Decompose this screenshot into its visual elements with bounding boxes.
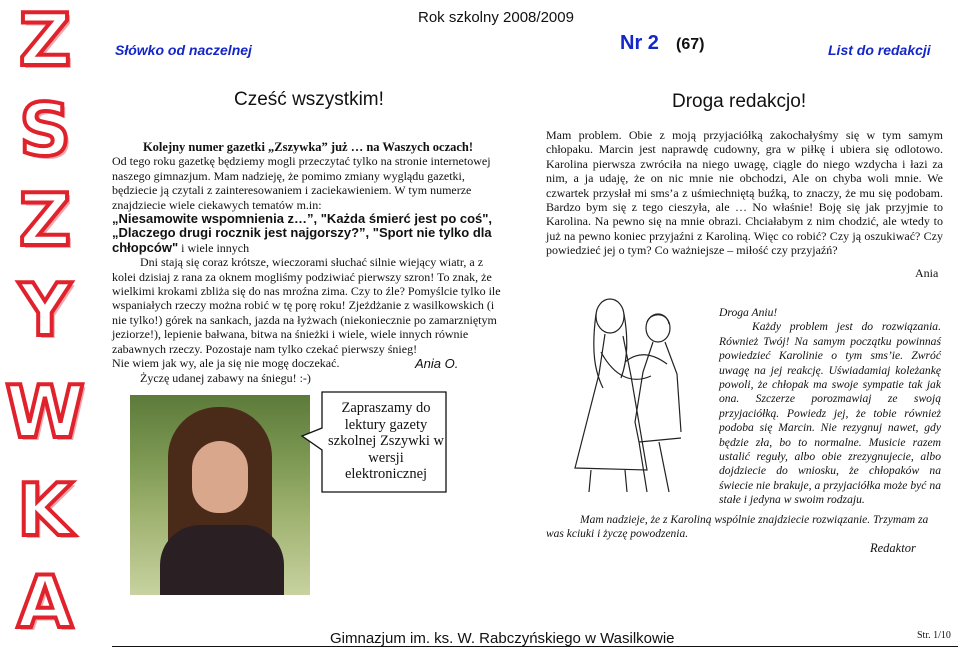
editorial-headline: Kolejny numer gazetki „Zszywka” już … na Waszych oczach!	[142, 140, 474, 154]
masthead-letter: Z	[18, 0, 72, 82]
issue-total-number: (67)	[676, 36, 705, 53]
editorial-title: Cześć wszystkim!	[234, 89, 384, 110]
masthead-letter: A	[17, 560, 73, 644]
page-number: Str. 1/10	[917, 630, 951, 641]
couple-drawing	[555, 292, 715, 500]
editorial-paragraph: Dni stają się coraz krótsze, wieczorami słuchać silnie wiejący wiatr, a z kolei dzisiaj z rana za oknem mogliśmy podziwiać pierwszy szron! To znak, że wielkimi krokami zbliża się do nas mroźna zima. Czy to źle? Pomyślcie tylko ile wspaniałych rzeczy można robić w tę porę roku! Zjeżdżanie z wasilkowskich (i nie tylko!) górek na sankach, jazda na łyżwach (niekoniecznie po zamarzniętym jeziorze!), lepienie bałwana, bitwa na śnieżki i wiele, wiele innych równie zabawnych rzeczy. Pozostaje nam tylko czekać pierwszy śnieg!	[112, 255, 501, 356]
feature-tail: i wiele innych	[181, 240, 250, 255]
reply-body	[719, 306, 941, 508]
issue-number: Nr 2	[620, 32, 659, 54]
editorial-wish: Życzę udanej zabawy na śniegu! :-)	[140, 370, 311, 385]
student-photo	[130, 395, 310, 595]
footer-school-name: Gimnazjum im. ks. W. Rabczyńskiego w Wasilkowie	[330, 630, 675, 647]
section-title-editorial: Słówko od naczelnej	[115, 42, 252, 58]
editorial-signature: Ania O.	[415, 356, 459, 371]
letter-signature: Ania	[915, 266, 939, 280]
editorial-paragraph: Od tego roku gazetkę będziemy mogli przeczytać tylko na stronie internetowej naszego gimnazjum. Mam nadzieję, że pomimo zmiany wyglądu gazetki, będziecie ją czytali z zainteresowaniem i zaciekawieniem. W tym numerze znajdziecie wiele ciekawych tematów m.in:	[112, 154, 491, 212]
masthead-letter: K	[17, 468, 73, 552]
speech-bubble-text: Zapraszamy do lektury gazety szkolnej Zszywki w wersji elektronicznej	[328, 400, 444, 482]
closing-text: Mam nadzieje, że z Karoliną wspólnie znajdziecie rozwiązanie. Trzymam za was kciuki i życzę powodzenia.	[546, 514, 929, 541]
editor-signature: Redaktor	[870, 541, 916, 555]
editorial-body	[112, 140, 504, 385]
masthead-letter: Z	[18, 178, 72, 262]
masthead-logo	[4, 0, 86, 651]
letter-title: Droga redakcjo!	[672, 91, 807, 112]
editorial-features	[112, 212, 504, 255]
feature-list: „Niesamowite wspomnienia z…”, "Każda śmierć jest po coś", „Dlaczego drugi rocznik jest najgorszy?”, "Sport nie tylko dla chłopców"	[112, 211, 493, 255]
masthead-letter: Y	[18, 268, 72, 352]
school-year: Rok szkolny 2008/2009	[418, 9, 574, 26]
reply-greeting: Droga Aniu!	[719, 306, 778, 319]
editorial-paragraph: Nie wiem jak wy, ale ja się nie mogę doczekać.	[112, 356, 340, 371]
section-title-letters: List do redakcji	[828, 42, 931, 58]
letter-body: Mam problem. Obie z moją przyjaciółką zakochałyśmy się w tym samym chłopaku. Marcin jest naprawdę cudowny, gra w piłkę i ubiera się odlotowo. Karolina pierwsza zwróciła na niego uwagę, ciągle do niego wzdycha i łazi za nim, a ja udaję, że on nic mnie nie obchodzi, Ale on chyba woli mnie. We czwartek przysłał mi sms’a z uśmiechniętą buźką, to znaczy, że mu się podobam. Bardzo bym się z tego cieszyła, ale … No właśnie! Boję się jak przyjmie to Karolina. Na pewno się na mnie obrazi. Chciałabym z nim chodzić, ale wtedy to już na pewno koniec przyjaźni z Karoliną. Więc co robić? Czy ją oszukiwać? Czy powiedzieć jej o tym? Co ważniejsze – miłość czy przyjaźń?	[546, 128, 943, 258]
masthead-letter: W	[5, 370, 85, 454]
closing-note	[546, 513, 943, 542]
masthead-letter: S	[19, 88, 71, 172]
reply-text: Każdy problem jest do rozwiązania. Również Twój! Na samym początku powinnaś powiedzieć Karolinie o tym sms’ie. Zwróć uwagę na jej reakcję. Uświadamiaj koleżankę powoli, że chłopak ma swoje sympatie tak jak ona. Szczerze porozmawiaj ze swoją przyjaciółką. Powiedz jej, że tobie również podoba się Marcin. Nie rezygnuj nawet, gdy będzie zła, bo to normalne. Musicie razem ustalić reguły, albo obie zrezygnujecie, albo dojdziecie do wniosku, że chłopaków na świecie nie brakuje, a przyjaciółka może być na stałe i jedyna w swoim rodzaju.	[719, 320, 941, 507]
